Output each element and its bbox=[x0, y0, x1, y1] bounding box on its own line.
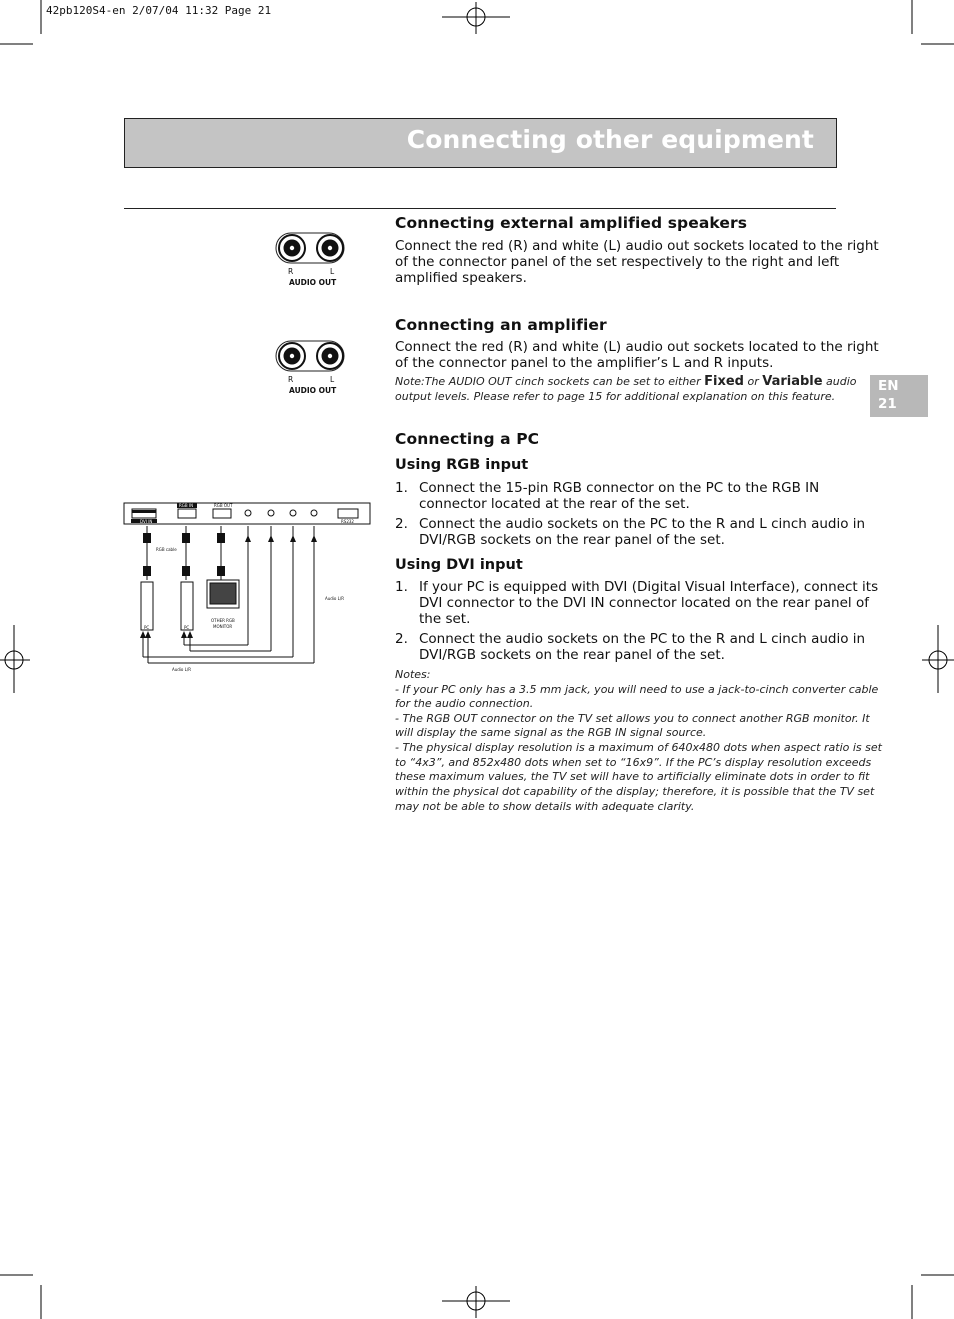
note-variable: Variable bbox=[762, 374, 823, 389]
label-pc-2: PC bbox=[184, 625, 190, 630]
label-pc-1: PC bbox=[144, 625, 150, 630]
note-line-4: will display the same signal as the RGB IN signal source. bbox=[395, 726, 707, 739]
rgb-step-1-line-1: Connect the 15-pin RGB connector on the PC to the RGB IN bbox=[419, 480, 820, 496]
audio-out-figure-2 bbox=[270, 336, 350, 398]
tab-language: EN bbox=[878, 378, 899, 394]
label-rgb-out: RGB OUT bbox=[214, 503, 233, 508]
socket-label-l: L bbox=[330, 267, 335, 276]
connection-diagram-drawing bbox=[122, 500, 372, 680]
amplifier-body-line-1: Connect the red (R) and white (L) audio out sockets located to the right bbox=[395, 339, 879, 355]
note-line-5: - The physical display resolution is a maximum of 640x480 dots when aspect ratio is set bbox=[395, 741, 882, 754]
tab-page-number: 21 bbox=[878, 396, 897, 412]
speakers-body-line-3: amplified speakers. bbox=[395, 270, 527, 286]
note-line-6: to “4x3”, and 852x480 dots when set to “16x9”. If the PC’s display resolution exceeds bbox=[395, 756, 872, 769]
note-line-1: - If your PC only has a 3.5 mm jack, you will need to use a jack-to-cinch converter cable bbox=[395, 683, 879, 696]
dvi-step-1-number: 1. bbox=[395, 579, 408, 595]
label-rs232: RS232 bbox=[341, 519, 354, 524]
notes-heading: Notes: bbox=[395, 668, 431, 681]
note-fixed: Fixed bbox=[704, 374, 744, 389]
note-suffix: audio bbox=[822, 375, 857, 388]
rgb-step-1-number: 1. bbox=[395, 480, 408, 496]
section-divider bbox=[124, 208, 836, 209]
heading-rgb-input: Using RGB input bbox=[395, 457, 529, 473]
label-other-rgb: OTHER RGB bbox=[211, 618, 235, 623]
print-slug: 42pb120S4-en 2/07/04 11:32 Page 21 bbox=[46, 4, 272, 17]
header-banner bbox=[124, 118, 837, 168]
dvi-step-2-line-2: DVI/RGB sockets on the rear panel of the set. bbox=[419, 647, 725, 663]
audio-out-caption: AUDIO OUT bbox=[289, 386, 337, 395]
note-or: or bbox=[743, 375, 763, 388]
speakers-body-line-1: Connect the red (R) and white (L) audio out sockets located to the right bbox=[395, 238, 879, 254]
amplifier-body-line-2: of the connector panel to the amplifier’s L and R inputs. bbox=[395, 355, 774, 371]
note-line-3: - The RGB OUT connector on the TV set allows you to connect another RGB monitor. It bbox=[395, 712, 870, 725]
note-prefix: Note:The AUDIO OUT cinch sockets can be set to either bbox=[395, 375, 705, 388]
dvi-step-2-line-1: Connect the audio sockets on the PC to the R and L cinch audio in bbox=[419, 631, 866, 647]
rca-sockets-icon bbox=[270, 228, 350, 268]
heading-pc: Connecting a PC bbox=[395, 430, 540, 448]
socket-label-r: R bbox=[288, 267, 294, 276]
audio-out-caption: AUDIO OUT bbox=[289, 278, 337, 287]
speakers-body-line-2: of the connector panel of the set respectively to the right and left bbox=[395, 254, 840, 270]
language-page-tab bbox=[870, 375, 928, 417]
rgb-step-2-line-1: Connect the audio sockets on the PC to the R and L cinch audio in bbox=[419, 516, 866, 532]
socket-label-r: R bbox=[288, 375, 294, 384]
label-rgb-in: RGB IN bbox=[179, 503, 194, 508]
audio-out-figure-1 bbox=[270, 228, 350, 290]
pc-connection-diagram bbox=[122, 500, 372, 680]
dvi-step-1-line-2: DVI connector to the DVI IN connector located on the rear panel of bbox=[419, 595, 869, 611]
dvi-step-2-number: 2. bbox=[395, 631, 408, 647]
label-monitor: MONITOR bbox=[213, 624, 233, 629]
note-line-9: may not be able to show details with adequate clarity. bbox=[395, 800, 695, 813]
label-rgb-cable: RGB cable bbox=[156, 547, 177, 552]
amplifier-note bbox=[395, 375, 857, 390]
note-line-2: for the audio connection. bbox=[395, 697, 534, 710]
amplifier-note-line-2: output levels. Please refer to page 15 for additional explanation on this feature. bbox=[395, 390, 836, 403]
rca-sockets-icon bbox=[270, 336, 350, 376]
heading-amplifier: Connecting an amplifier bbox=[395, 316, 607, 334]
label-dvi-in: DVI IN bbox=[140, 519, 153, 524]
rgb-step-2-number: 2. bbox=[395, 516, 408, 532]
label-audio-lr-bottom: Audio L/R bbox=[172, 667, 191, 672]
rgb-step-2-line-2: DVI/RGB sockets on the rear panel of the set. bbox=[419, 532, 725, 548]
note-line-8: within the physical dot capability of the display; therefore, it is possible that the TV set bbox=[395, 785, 875, 798]
note-line-7: these maximum values, the TV set will have to artificially eliminate dots in order to fit bbox=[395, 770, 870, 783]
dvi-step-1-line-3: the set. bbox=[419, 611, 471, 627]
page-title: Connecting other equipment bbox=[406, 125, 814, 154]
socket-label-l: L bbox=[330, 375, 335, 384]
rgb-step-1-line-2: connector located at the rear of the set. bbox=[419, 496, 690, 512]
dvi-step-1-line-1: If your PC is equipped with DVI (Digital Visual Interface), connect its bbox=[419, 579, 879, 595]
label-audio-lr-right: Audio L/R bbox=[325, 596, 344, 601]
heading-speakers: Connecting external amplified speakers bbox=[395, 214, 748, 232]
heading-dvi-input: Using DVI input bbox=[395, 557, 523, 573]
